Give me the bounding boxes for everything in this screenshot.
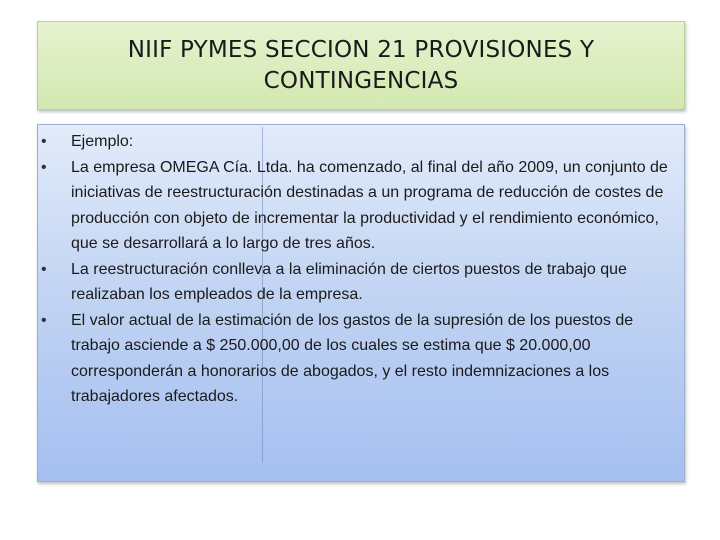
bullet-dot-icon: • bbox=[41, 311, 47, 329]
bullet-text: La reestructuración conlleva a la eliminación de ciertos puestos de trabajo que realizaban los empleados de la empresa. bbox=[71, 260, 627, 303]
slide-title: NIIF PYMES SECCION 21 PROVISIONES Y CONTINGENCIAS bbox=[127, 36, 595, 94]
content-box bbox=[37, 124, 685, 482]
bullet-item-restructuring bbox=[38, 257, 686, 308]
bullet-text: Ejemplo: bbox=[71, 133, 134, 150]
bullet-item-value bbox=[38, 308, 686, 410]
bullet-list bbox=[38, 129, 686, 410]
bullet-item-ejemplo bbox=[38, 129, 686, 155]
bullet-dot-icon: • bbox=[41, 158, 47, 176]
title-box bbox=[37, 21, 685, 110]
bullet-dot-icon: • bbox=[41, 133, 47, 150]
bullet-text: El valor actual de la estimación de los gastos de la supresión de los puestos de trabajo asciende a $ 250.000,00 de los cuales se estima que $ 20.000,00 corresponderán a honorarios de abogados, y el resto indemnizaciones a los trabajadores afectados. bbox=[71, 311, 634, 405]
bullet-text: La empresa OMEGA Cía. Ltda. ha comenzado, al final del año 2009, un conjunto de iniciativas de reestructuración destinadas a un programa de reducción de costes de producción con objeto de incrementar la productividad y el rendimiento económico, que se desarrollará a lo largo de tres años. bbox=[71, 158, 668, 252]
bullet-dot-icon: • bbox=[41, 260, 47, 278]
bullet-item-company bbox=[38, 155, 686, 257]
